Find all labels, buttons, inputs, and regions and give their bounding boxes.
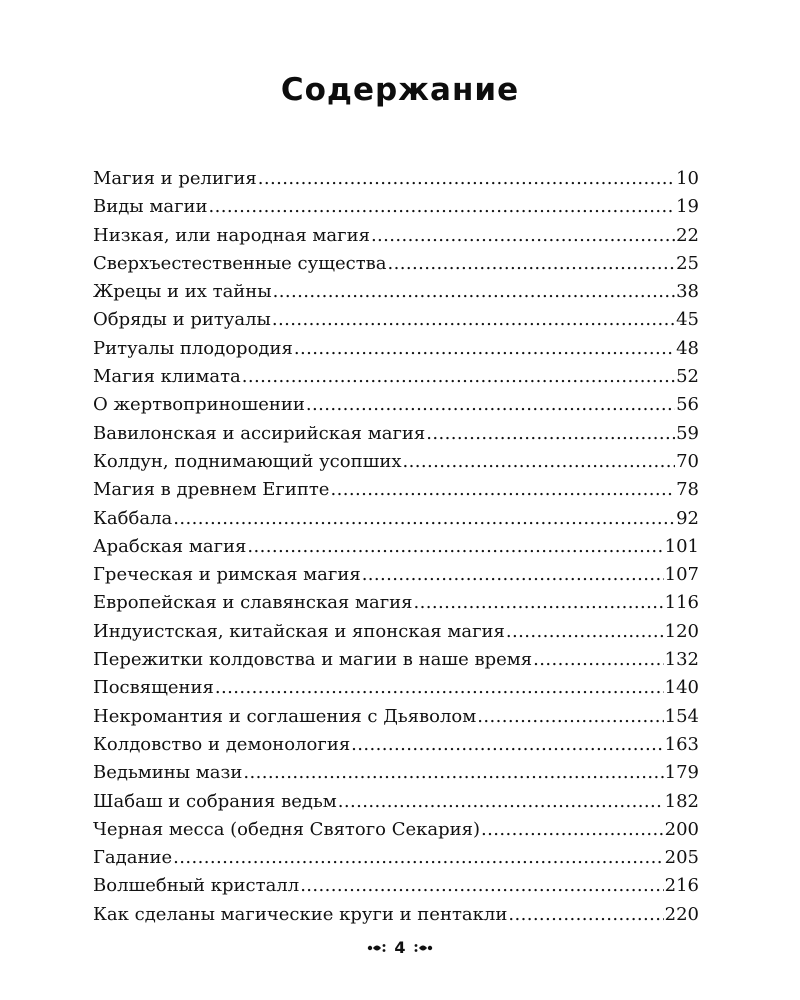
toc-dot-leader — [362, 561, 664, 589]
toc-entry-page: 25 — [676, 252, 699, 274]
toc-dot-leader — [477, 703, 663, 731]
toc-entry-title: О жертвоприношении — [93, 394, 305, 416]
toc-entry-page: 78 — [676, 479, 699, 501]
toc-entry-title: Посвящения — [93, 677, 214, 699]
toc-entry-page: 48 — [676, 337, 699, 359]
toc-entry — [93, 561, 699, 589]
toc-dot-leader — [402, 448, 675, 476]
toc-entry-title: Арабская магия — [93, 535, 247, 557]
toc-dot-leader — [508, 901, 663, 929]
toc-entry-page: 38 — [676, 281, 699, 303]
toc-entry-page: 52 — [676, 366, 699, 388]
toc-entry — [93, 278, 699, 306]
toc-entry-page: 200 — [664, 818, 699, 840]
toc-entry — [93, 759, 699, 787]
toc-entry-title: Как сделаны магические круги и пентакли — [93, 903, 508, 925]
toc-entry-title: Ритуалы плодородия — [93, 337, 293, 359]
toc-dot-leader — [351, 731, 663, 759]
toc-entry-page: 116 — [664, 592, 699, 614]
toc-entry-title: Обряды и ритуалы — [93, 309, 271, 331]
toc-entry — [93, 788, 699, 816]
toc-entry-title: Вавилонская и ассирийская магия — [93, 422, 426, 444]
toc-entry — [93, 703, 699, 731]
toc-dot-leader — [330, 476, 675, 504]
toc-entry-page: 107 — [664, 564, 699, 586]
toc-entry-title: Виды магии — [93, 196, 208, 218]
toc-entry-page: 59 — [676, 422, 699, 444]
toc-entry-page: 216 — [664, 875, 699, 897]
toc-entry-page: 163 — [664, 733, 699, 755]
toc-entry — [93, 618, 699, 646]
toc-dot-leader — [209, 193, 676, 221]
toc-entry-page: 205 — [664, 847, 699, 869]
toc-entry-title: Европейская и славянская магия — [93, 592, 413, 614]
toc-entry-page: 101 — [664, 535, 699, 557]
toc-dot-leader — [272, 306, 675, 334]
toc-dot-leader — [247, 533, 663, 561]
floral-ornament-right-icon — [412, 942, 434, 954]
toc-entry — [93, 363, 699, 391]
toc-entry — [93, 420, 699, 448]
toc-entry — [93, 222, 699, 250]
toc-entry — [93, 250, 699, 278]
toc-entry-title: Индуистская, китайская и японская магия — [93, 620, 505, 642]
toc-dot-leader — [414, 589, 664, 617]
toc-dot-leader — [215, 674, 664, 702]
toc-entry-title: Некромантия и соглашения с Дьяволом — [93, 705, 477, 727]
toc-entry-page: 179 — [664, 762, 699, 784]
toc-dot-leader — [506, 618, 664, 646]
toc-entry-title: Низкая, или народная магия — [93, 224, 370, 246]
toc-entry-title: Колдун, поднимающий усопших — [93, 450, 402, 472]
toc-entry-page: 140 — [664, 677, 699, 699]
toc-dot-leader — [300, 872, 663, 900]
toc-entry-title: Волшебный кристалл — [93, 875, 300, 897]
toc-entry-title: Каббала — [93, 507, 173, 529]
toc-entry — [93, 844, 699, 872]
table-of-contents — [93, 165, 699, 929]
toc-dot-leader — [481, 816, 664, 844]
toc-entry-page: 154 — [664, 705, 699, 727]
toc-entry-title: Шабаш и собрания ведьм — [93, 790, 337, 812]
toc-dot-leader — [173, 844, 664, 872]
toc-entry-page: 45 — [676, 309, 699, 331]
toc-dot-leader — [258, 165, 675, 193]
toc-dot-leader — [426, 420, 675, 448]
toc-dot-leader — [533, 646, 663, 674]
toc-dot-leader — [242, 363, 675, 391]
toc-entry — [93, 306, 699, 334]
toc-entry-page: 220 — [664, 903, 699, 925]
toc-entry — [93, 391, 699, 419]
toc-entry-title: Колдовство и демонология — [93, 733, 351, 755]
toc-entry — [93, 674, 699, 702]
toc-entry — [93, 872, 699, 900]
toc-dot-leader — [294, 335, 675, 363]
toc-entry-title: Магия в древнем Египте — [93, 479, 330, 501]
toc-entry — [93, 193, 699, 221]
toc-entry — [93, 646, 699, 674]
toc-entry — [93, 448, 699, 476]
toc-entry — [93, 335, 699, 363]
toc-dot-leader — [273, 278, 675, 306]
toc-entry-page: 19 — [676, 196, 699, 218]
toc-entry-title: Гадание — [93, 847, 173, 869]
toc-entry-title: Греческая и римская магия — [93, 564, 361, 586]
toc-dot-leader — [243, 759, 663, 787]
page-title: Содержание — [280, 72, 520, 108]
toc-entry — [93, 589, 699, 617]
toc-dot-leader — [338, 788, 664, 816]
toc-entry-page: 56 — [676, 394, 699, 416]
toc-dot-leader — [306, 391, 675, 419]
toc-entry-page: 92 — [676, 507, 699, 529]
toc-entry-page: 22 — [676, 224, 699, 246]
toc-entry-title: Ведьмины мази — [93, 762, 243, 784]
toc-entry-page: 120 — [664, 620, 699, 642]
toc-entry — [93, 476, 699, 504]
toc-entry-page: 70 — [676, 450, 699, 472]
toc-entry-page: 10 — [676, 168, 699, 189]
toc-entry-page: 132 — [664, 649, 699, 671]
toc-entry-title: Пережитки колдовства и магии в наше время — [93, 649, 533, 671]
toc-entry — [93, 816, 699, 844]
toc-entry-title: Сверхъестественные существа — [93, 252, 387, 274]
toc-entry-title: Жрецы и их тайны — [93, 281, 272, 303]
toc-entry — [93, 901, 699, 929]
floral-ornament-left-icon — [366, 942, 388, 954]
page-footer — [0, 938, 800, 957]
toc-entry — [93, 533, 699, 561]
toc-entry-title: Магия и религия — [93, 168, 257, 189]
toc-entry — [93, 731, 699, 759]
toc-entry-title: Магия климата — [93, 366, 241, 388]
page-number: 4 — [394, 938, 406, 957]
toc-entry-title: Черная месса (обедня Святого Секария) — [93, 818, 481, 840]
toc-entry — [93, 505, 699, 533]
toc-dot-leader — [388, 250, 676, 278]
toc-entry — [93, 165, 699, 193]
toc-dot-leader — [371, 222, 675, 250]
toc-entry-page: 182 — [664, 790, 699, 812]
toc-dot-leader — [173, 505, 675, 533]
